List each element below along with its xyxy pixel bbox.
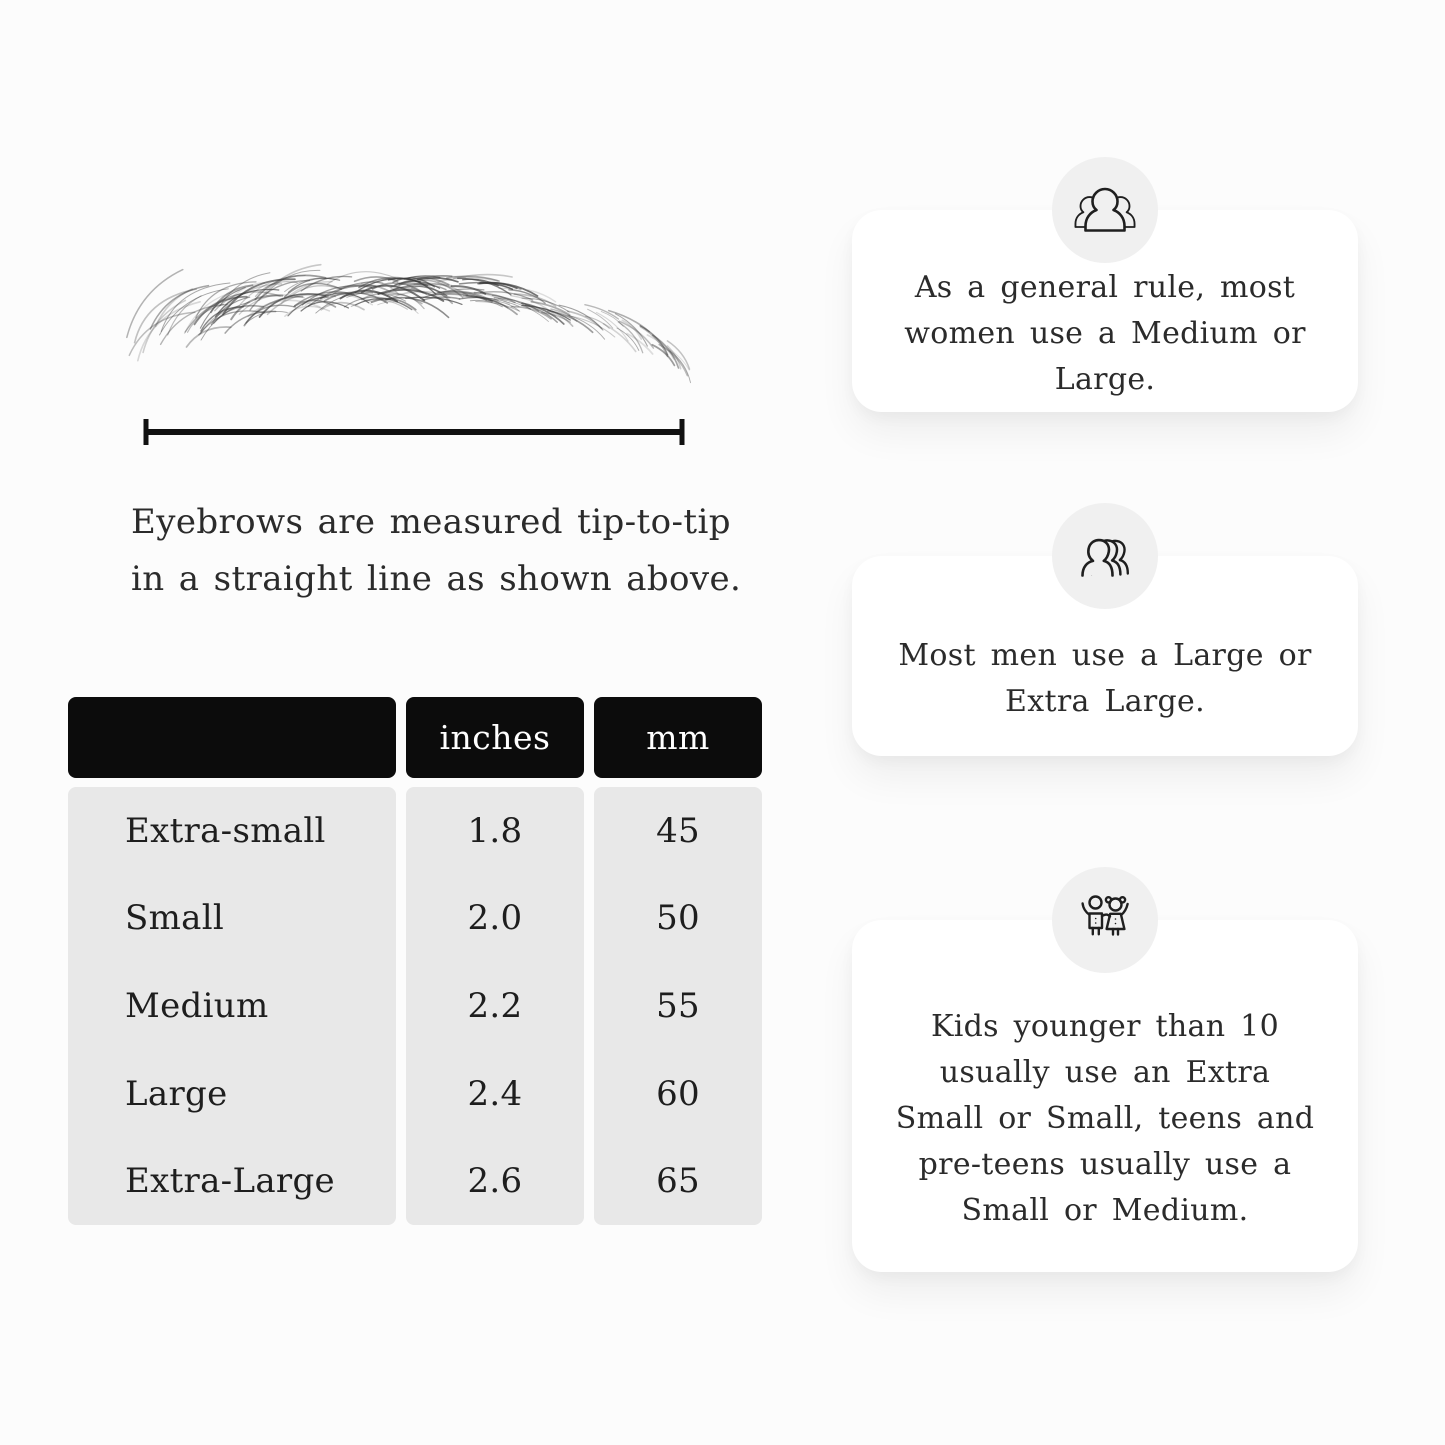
mm-value: 50 — [656, 898, 700, 939]
inches-value: 2.2 — [467, 985, 523, 1026]
measure-caption — [131, 494, 741, 608]
header-cell-size — [68, 697, 396, 778]
card-text: Kids younger than 10 usually use an Extra Small or Small, teens and pre-teens usually use a Small or Medium. — [895, 1009, 1315, 1228]
card-text: As a general rule, most women use a Medium or Large. — [904, 270, 1306, 397]
size-name-column — [68, 787, 396, 1225]
men-group-icon — [1073, 524, 1137, 588]
card-text: Most men use a Large or Extra Large. — [898, 638, 1312, 719]
size-label: Extra-small — [125, 810, 326, 851]
inches-value: 2.4 — [467, 1073, 523, 1114]
header-cell-mm: mm — [594, 697, 762, 778]
mm-column — [594, 787, 762, 1225]
mm-value: 45 — [656, 810, 700, 851]
measure-line — [133, 412, 695, 452]
size-label: Large — [125, 1073, 228, 1114]
women-group-icon — [1073, 178, 1137, 242]
measure-caption-line2: in a straight line as shown above. — [131, 559, 742, 599]
size-table-header-row — [68, 697, 762, 778]
info-card-women — [852, 210, 1358, 412]
icon-circle — [1052, 867, 1158, 973]
inches-column — [406, 787, 584, 1225]
icon-circle — [1052, 157, 1158, 263]
mm-value: 65 — [656, 1161, 700, 1202]
inches-value: 2.6 — [467, 1161, 523, 1202]
size-table — [68, 697, 762, 1225]
size-label: Extra-Large — [125, 1161, 335, 1202]
info-card-kids — [852, 920, 1358, 1272]
size-label: Small — [125, 898, 225, 939]
kids-icon — [1073, 888, 1137, 952]
mm-value: 60 — [656, 1073, 700, 1114]
info-card-men — [852, 556, 1358, 756]
inches-value: 1.8 — [467, 810, 523, 851]
size-label: Medium — [125, 985, 269, 1026]
icon-circle — [1052, 503, 1158, 609]
mm-value: 55 — [656, 985, 700, 1026]
size-table-body — [68, 787, 762, 1225]
inches-value: 2.0 — [467, 898, 523, 939]
header-cell-inches: inches — [406, 697, 584, 778]
eyebrow-illustration — [112, 222, 698, 412]
measure-caption-line1: Eyebrows are measured tip-to-tip — [131, 502, 731, 542]
